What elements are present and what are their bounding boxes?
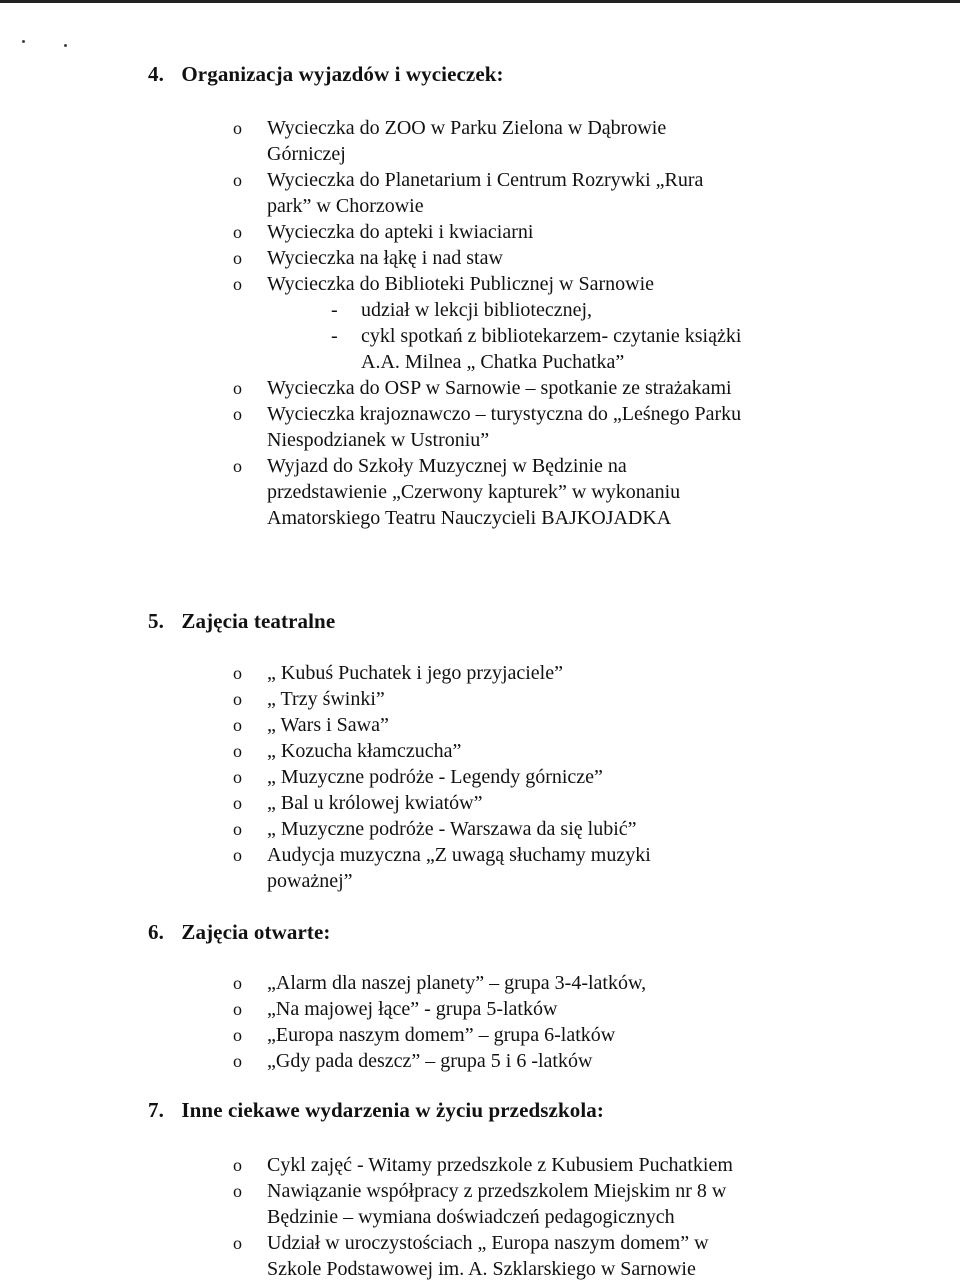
bullet-marker: o bbox=[233, 118, 242, 138]
section-number: 5. bbox=[148, 609, 164, 633]
list-item-text: Wycieczka krajoznawczo – turystyczna do „Leśnego Parku Niespodzianek w Ustroniu” bbox=[267, 403, 742, 451]
list-item-text: „ Kubuś Puchatek i jego przyjaciele” bbox=[267, 662, 563, 684]
list-item bbox=[233, 790, 833, 816]
list-item bbox=[233, 245, 833, 271]
list-item bbox=[233, 686, 833, 712]
list-item-text: „ Muzyczne podróże - Legendy górnicze” bbox=[267, 766, 603, 788]
list-item bbox=[233, 1152, 833, 1178]
sub-item bbox=[331, 297, 781, 323]
bullet-marker: o bbox=[233, 715, 242, 735]
list-item bbox=[233, 271, 833, 375]
bullet-marker: o bbox=[233, 222, 242, 242]
bullet-marker: o bbox=[233, 404, 242, 424]
bullet-marker: o bbox=[233, 793, 242, 813]
list-item bbox=[233, 1178, 737, 1230]
section-heading-7 bbox=[148, 1098, 604, 1123]
bullet-marker: o bbox=[233, 1025, 242, 1045]
list-item bbox=[233, 660, 833, 686]
section-title: Zajęcia teatralne bbox=[181, 609, 336, 633]
theatre-list bbox=[233, 660, 833, 894]
sub-item-text: cykl spotkań z bibliotekarzem- czytanie książki A.A. Milnea „ Chatka Puchatka” bbox=[361, 325, 742, 373]
dash-marker: - bbox=[331, 299, 338, 321]
list-item-text: Audycja muzyczna „Z uwagą słuchamy muzyki poważnej” bbox=[267, 844, 651, 892]
trips-list bbox=[233, 115, 833, 531]
list-item-text: Wycieczka do ZOO w Parku Zielona w Dąbrowie Górniczej bbox=[267, 117, 667, 165]
list-item-text: „Na majowej łące” - grupa 5-latków bbox=[267, 998, 558, 1020]
bullet-marker: o bbox=[233, 663, 242, 683]
section-heading-5 bbox=[148, 609, 335, 634]
list-item bbox=[233, 1048, 833, 1074]
bullet-marker: o bbox=[233, 248, 242, 268]
list-item-text: „Alarm dla naszej planety” – grupa 3-4-latków, bbox=[267, 972, 647, 994]
list-item bbox=[233, 712, 833, 738]
list-item-text: „ Kozucha kłamczucha” bbox=[267, 740, 462, 762]
list-item-text: „ Trzy świnki” bbox=[267, 688, 385, 710]
section-title: Inne ciekawe wydarzenia w życiu przedszkola: bbox=[181, 1098, 604, 1122]
list-item-text: Wycieczka do Planetarium i Centrum Rozrywki „Rura park” w Chorzowie bbox=[267, 169, 704, 217]
list-item-text: Wycieczka do apteki i kwiaciarni bbox=[267, 221, 534, 243]
list-item bbox=[233, 996, 833, 1022]
bullet-marker: o bbox=[233, 1181, 242, 1201]
bullet-marker: o bbox=[233, 741, 242, 761]
list-item-text: „Europa naszym domem” – grupa 6-latków bbox=[267, 1024, 616, 1046]
section-number: 7. bbox=[148, 1098, 164, 1122]
list-item bbox=[233, 738, 833, 764]
events-list bbox=[233, 1152, 833, 1282]
section-number: 4. bbox=[148, 62, 164, 86]
list-item-text: Wyjazd do Szkoły Muzycznej w Będzinie na przedstawienie „Czerwony kapturek” w wykonaniu Amatorskiego Teatru Nauczycieli BAJKOJADKA bbox=[267, 455, 681, 529]
list-item-text: Nawiązanie współpracy z przedszkolem Miejskim nr 8 w Będzinie – wymiana doświadczeń pedagogicznych bbox=[267, 1180, 727, 1228]
bullet-marker: o bbox=[233, 1155, 242, 1175]
list-item-text: „Gdy pada deszcz” – grupa 5 i 6 -latków bbox=[267, 1050, 593, 1072]
dash-marker: - bbox=[331, 325, 338, 347]
bullet-marker: o bbox=[233, 767, 242, 787]
list-item-text: Wycieczka do OSP w Sarnowie – spotkanie ze strażakami bbox=[267, 377, 732, 399]
list-item-text: Udział w uroczystościach „ Europa naszym domem” w Szkole Podstawowej im. A. Szklarskiego w Sarnowie bbox=[267, 1232, 709, 1280]
bullet-marker: o bbox=[233, 1233, 242, 1253]
section-number: 6. bbox=[148, 920, 164, 944]
bullet-marker: o bbox=[233, 274, 242, 294]
bullet-marker: o bbox=[233, 456, 242, 476]
bullet-marker: o bbox=[233, 689, 242, 709]
bullet-marker: o bbox=[233, 378, 242, 398]
section-heading-6 bbox=[148, 920, 330, 945]
sub-item-text: udział w lekcji bibliotecznej, bbox=[361, 299, 593, 321]
list-item-text: Wycieczka do Biblioteki Publicznej w Sarnowie bbox=[267, 273, 655, 295]
list-item-text: „ Bal u królowej kwiatów” bbox=[267, 792, 483, 814]
bullet-marker: o bbox=[233, 1051, 242, 1071]
list-item bbox=[233, 1230, 737, 1282]
open-classes-list bbox=[233, 970, 833, 1074]
sub-item bbox=[331, 323, 781, 375]
section-heading-4 bbox=[148, 62, 504, 87]
list-item bbox=[233, 1022, 833, 1048]
list-item bbox=[233, 375, 833, 401]
list-item-text: „ Muzyczne podróże - Warszawa da się lubić” bbox=[267, 818, 637, 840]
list-item-text: „ Wars i Sawa” bbox=[267, 714, 389, 736]
bullet-marker: o bbox=[233, 973, 242, 993]
list-item bbox=[233, 401, 833, 453]
list-item bbox=[233, 842, 737, 894]
list-item bbox=[233, 970, 833, 996]
list-item-text: Cykl zajęć - Witamy przedszkole z Kubusiem Puchatkiem bbox=[267, 1154, 733, 1176]
bullet-marker: o bbox=[233, 819, 242, 839]
list-item bbox=[233, 115, 737, 167]
list-item bbox=[233, 219, 833, 245]
bullet-marker: o bbox=[233, 999, 242, 1019]
list-item bbox=[233, 816, 833, 842]
section-title: Zajęcia otwarte: bbox=[181, 920, 331, 944]
section-title: Organizacja wyjazdów i wycieczek: bbox=[181, 62, 504, 86]
bullet-marker: o bbox=[233, 845, 242, 865]
list-item bbox=[233, 167, 737, 219]
list-item-text: Wycieczka na łąkę i nad staw bbox=[267, 247, 503, 269]
bullet-marker: o bbox=[233, 170, 242, 190]
list-item bbox=[233, 453, 737, 531]
list-item bbox=[233, 764, 833, 790]
